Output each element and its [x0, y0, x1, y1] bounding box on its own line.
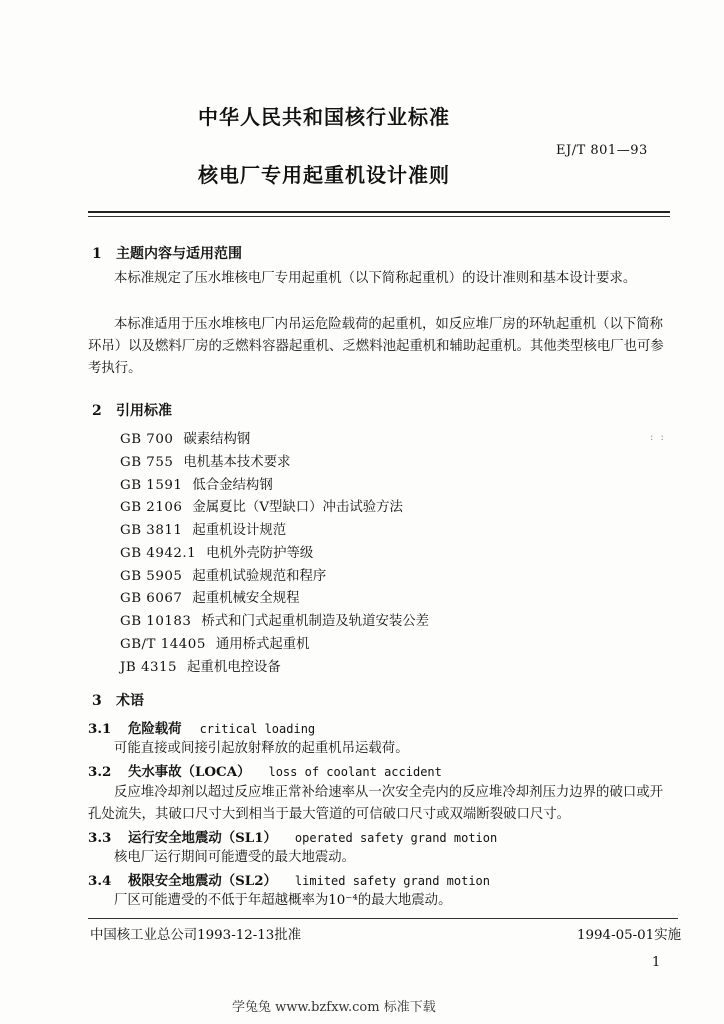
- reference-item: GB 6067 起重机械安全规程: [120, 591, 300, 606]
- reference-item: GB 700 碳素结构钢: [120, 432, 251, 447]
- reference-item: JB 4315 起重机电控设备: [120, 660, 281, 675]
- reference-item: GB 5905 起重机试验规范和程序: [120, 569, 327, 584]
- section-title: 主题内容与适用范围: [116, 246, 242, 262]
- reference-item: GB 755 电机基本技术要求: [120, 455, 291, 470]
- reference-item: GB/T 14405 通用桥式起重机: [120, 637, 310, 652]
- reference-item: GB 4942.1 电机外壳防护等级: [120, 546, 314, 561]
- standard-code: EJ/T 801—93: [556, 143, 648, 158]
- section-title: 引用标准: [116, 403, 172, 419]
- term-heading: 3.3 运行安全地震动（SL1） operated safety grand motion: [88, 830, 498, 846]
- document-org-title: 中华人民共和国核行业标准: [198, 105, 450, 129]
- section-1-heading: [92, 243, 242, 263]
- header-rule-thin: [88, 216, 670, 217]
- section-title: 术语: [116, 693, 144, 709]
- term-definition: 可能直接或间接引起放射释放的起重机吊运载荷。: [114, 741, 409, 756]
- section-number: 2: [92, 403, 102, 419]
- approval-info: 中国核工业总公司1993-12-13批准: [90, 928, 302, 943]
- term-definition: 反应堆冷却剂以超过反应堆正常补给速率从一次安全壳内的反应堆冷却剂压力边界的破口或开孔处流失，其破口尺寸大到相当于最大管道的可信破口尺寸或双端断裂破口尺寸。: [88, 785, 664, 822]
- document-title: 核电厂专用起重机设计准则: [198, 163, 450, 187]
- page-number: 1: [652, 955, 661, 970]
- term-definition: 厂区可能遭受的不低于年超越概率为10⁻⁴的最大地震动。: [114, 893, 452, 908]
- reference-item: GB 1591 低合金结构钢: [120, 478, 273, 493]
- section-2-heading: [92, 400, 172, 420]
- section-number: 1: [92, 246, 102, 262]
- term-heading: 3.1 危险载荷 critical loading: [88, 721, 316, 737]
- term-heading: 3.4 极限安全地震动（SL2） limited safety grand motion: [88, 873, 490, 889]
- reference-item: GB 10183 桥式和门式起重机制造及轨道安装公差: [120, 614, 430, 629]
- section-3-heading: [92, 690, 144, 710]
- term-definition: 核电厂运行期间可能遭受的最大地震动。: [114, 850, 356, 865]
- reference-item: GB 3811 起重机设计规范: [120, 523, 287, 538]
- section-number: 3: [92, 693, 102, 709]
- section-1-paragraph-1: 本标准规定了压水堆核电厂专用起重机（以下简称起重机）的设计准则和基本设计要求。: [114, 271, 637, 286]
- section-1-paragraph-2: 本标准适用于压水堆核电厂内吊运危险载荷的起重机，如反应堆厂房的环轨起重机（以下简称环吊）以及燃料厂房的乏燃料容器起重机、乏燃料池起重机和辅助起重机。其他类型核电厂也可参考执行。: [88, 317, 664, 376]
- effective-date: 1994-05-01实施: [577, 928, 681, 943]
- scan-artifact-dots: : :: [650, 432, 666, 443]
- term-heading: 3.2 失水事故（LOCA） loss of coolant accident: [88, 764, 442, 780]
- reference-item: GB 2106 金属夏比（V型缺口）冲击试验方法: [120, 500, 403, 515]
- watermark-text: 学兔兔 www.bzfxw.com 标准下载: [232, 1000, 436, 1015]
- footer-rule: [88, 918, 678, 919]
- header-rule-thick: [88, 211, 670, 213]
